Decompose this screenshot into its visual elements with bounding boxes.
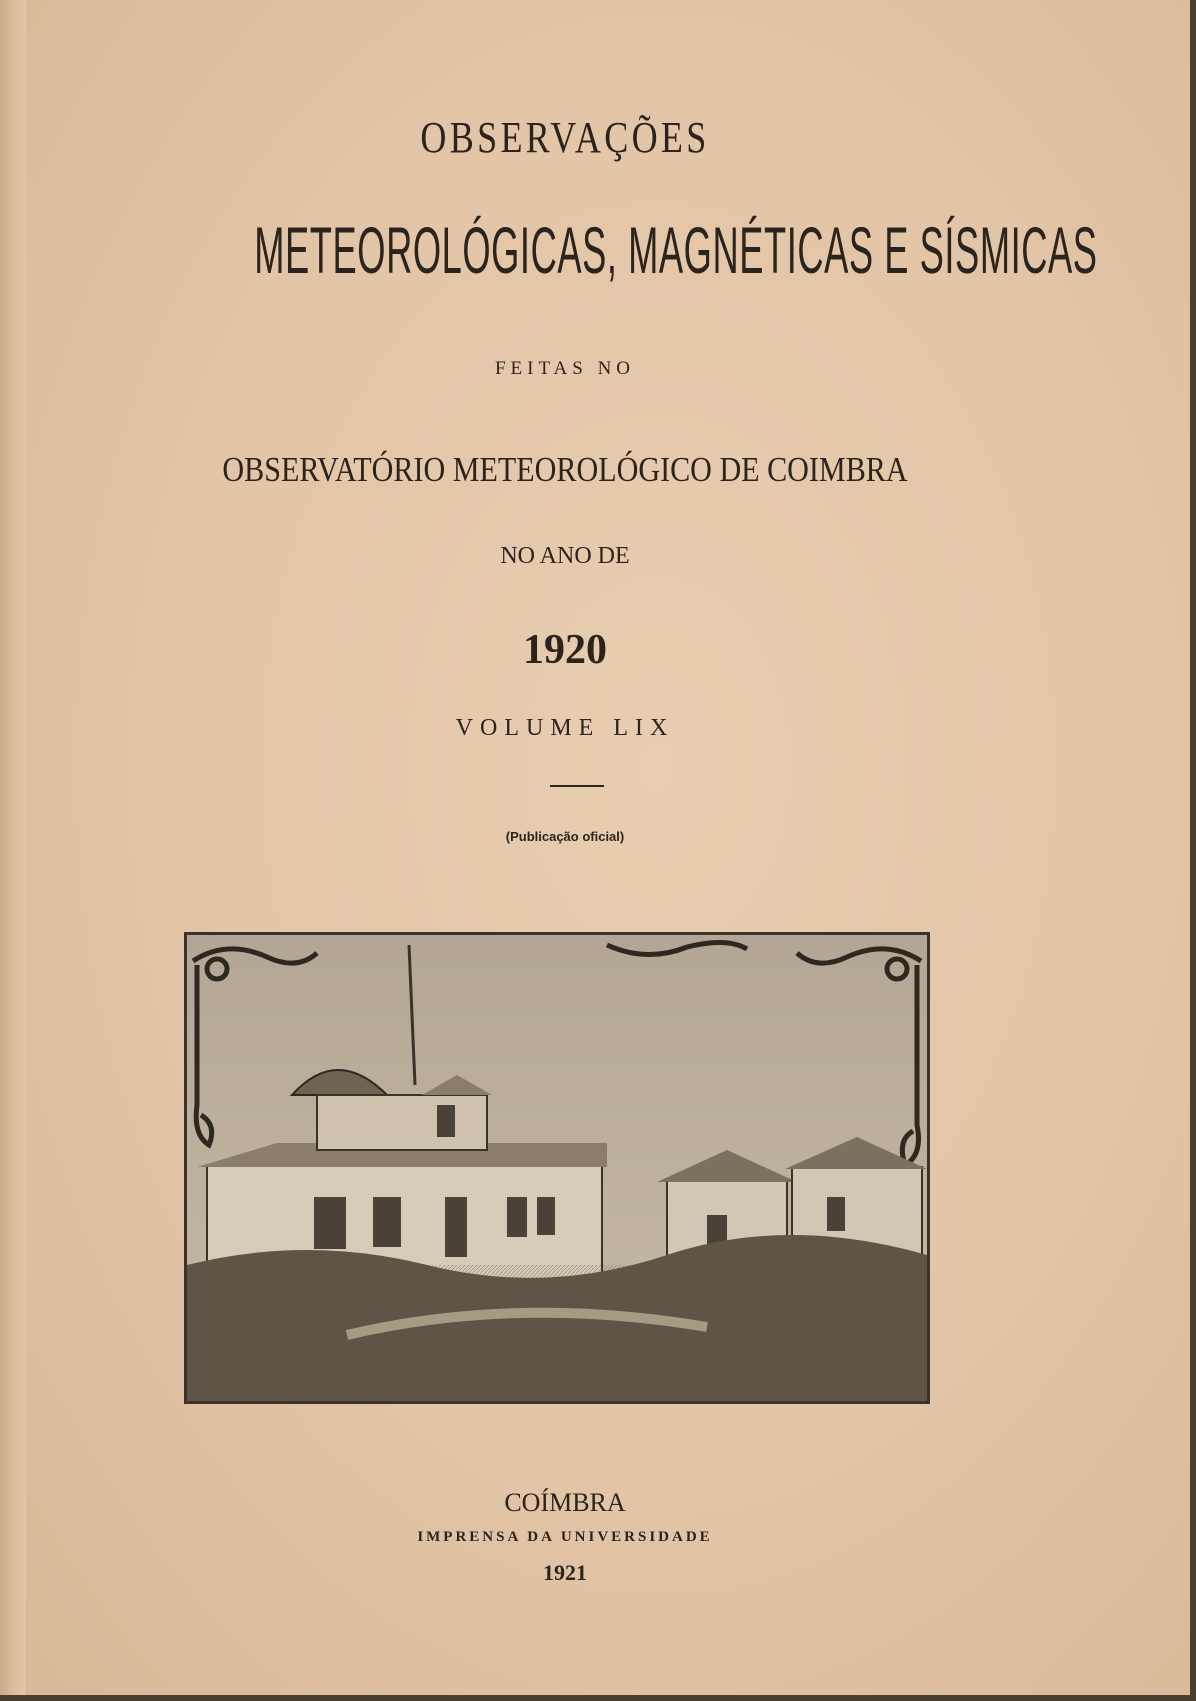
upper-window	[437, 1105, 455, 1137]
volume-number: VOLUME LIX	[455, 715, 675, 741]
upper-storey	[317, 1095, 487, 1150]
made-at-label: FEITAS NO	[494, 358, 636, 379]
imprint-city: COÍMBRA	[504, 1488, 626, 1517]
title-line-1: OBSERVAÇÕES	[420, 113, 710, 162]
observatory-engraving-svg	[187, 935, 927, 1401]
imprint-publisher: IMPRENSA DA UNIVERSIDADE	[417, 1529, 713, 1545]
year-label: NO ANO DE	[500, 543, 630, 569]
year: 1920	[523, 627, 607, 673]
observatory-illustration	[184, 932, 930, 1404]
book-spine-shadow	[0, 0, 26, 1701]
institution-name: OBSERVATÓRIO METEOROLÓGICO DE COIMBRA	[222, 450, 908, 489]
page-edge-right	[1190, 0, 1196, 1701]
publication-note: (Publicação oficial)	[505, 829, 625, 844]
page-edge-bottom	[0, 1695, 1196, 1701]
title-line-2: METEOROLÓGICAS, MAGNÉTICAS E SÍSMICAS	[254, 213, 1098, 287]
divider-rule	[550, 785, 604, 787]
imprint-year: 1921	[543, 1560, 587, 1585]
